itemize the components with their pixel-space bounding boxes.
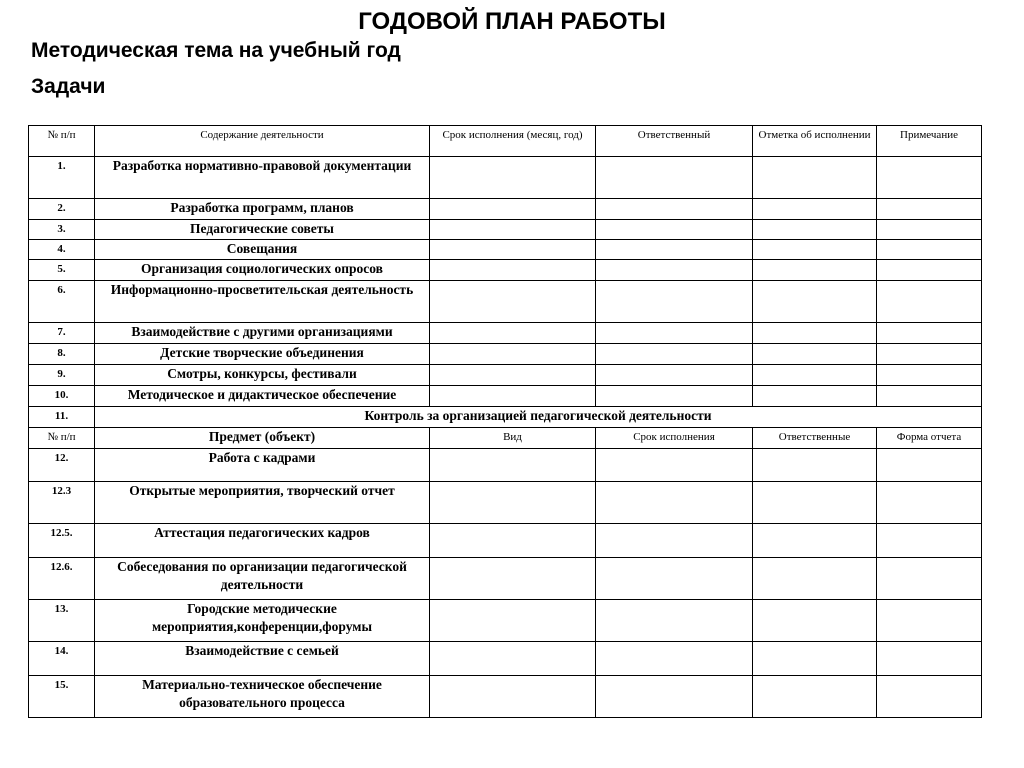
empty-cell	[430, 365, 596, 386]
table-row	[29, 558, 982, 600]
empty-cell	[596, 676, 753, 718]
empty-cell	[430, 323, 596, 344]
row-content: Материально-техническое обеспечение образовательного процесса	[95, 676, 430, 718]
empty-cell	[877, 482, 982, 524]
row-number: 12.6.	[29, 558, 95, 600]
row-number: 12.5.	[29, 524, 95, 558]
row-number: 10.	[29, 386, 95, 407]
row-number: 8.	[29, 344, 95, 365]
row-number: 12.3	[29, 482, 95, 524]
annual-plan-table	[28, 125, 982, 718]
row-number: 12.	[29, 449, 95, 482]
empty-cell	[430, 449, 596, 482]
empty-cell	[596, 558, 753, 600]
empty-cell	[430, 281, 596, 323]
row-content: Методическое и дидактическое обеспечение	[95, 386, 430, 407]
empty-cell	[753, 220, 877, 240]
column-header-number: № п/п	[29, 428, 95, 449]
empty-cell	[430, 220, 596, 240]
column-header-note: Примечание	[877, 126, 982, 157]
empty-cell	[753, 482, 877, 524]
table2-header-row	[29, 428, 982, 449]
row-content: Аттестация педагогических кадров	[95, 524, 430, 558]
empty-cell	[753, 558, 877, 600]
row-number: 3.	[29, 220, 95, 240]
row-content: Информационно-просветительская деятельность	[95, 281, 430, 323]
empty-cell	[596, 386, 753, 407]
table-row	[29, 157, 982, 199]
empty-cell	[596, 365, 753, 386]
empty-cell	[596, 260, 753, 281]
row-number: 15.	[29, 676, 95, 718]
control-row	[29, 407, 982, 428]
table1-header-row	[29, 126, 982, 157]
column-header-deadline: Срок исполнения (месяц, год)	[430, 126, 596, 157]
empty-cell	[430, 524, 596, 558]
row-number: 4.	[29, 240, 95, 260]
row-content: Педагогические советы	[95, 220, 430, 240]
empty-cell	[596, 199, 753, 220]
empty-cell	[596, 157, 753, 199]
table-row	[29, 199, 982, 220]
empty-cell	[753, 157, 877, 199]
empty-cell	[877, 449, 982, 482]
row-content: Смотры, конкурсы, фестивали	[95, 365, 430, 386]
table-row	[29, 386, 982, 407]
empty-cell	[596, 449, 753, 482]
row-number: 1.	[29, 157, 95, 199]
empty-cell	[430, 642, 596, 676]
row-content: Открытые мероприятия, творческий отчет	[95, 482, 430, 524]
empty-cell	[877, 344, 982, 365]
empty-cell	[753, 240, 877, 260]
empty-cell	[430, 260, 596, 281]
table-row	[29, 482, 982, 524]
row-number: 13.	[29, 600, 95, 642]
empty-cell	[753, 281, 877, 323]
column-header-number: № п/п	[29, 126, 95, 157]
empty-cell	[877, 323, 982, 344]
table-row	[29, 642, 982, 676]
empty-cell	[596, 642, 753, 676]
empty-cell	[596, 220, 753, 240]
empty-cell	[877, 157, 982, 199]
empty-cell	[430, 558, 596, 600]
column-header-deadline: Срок исполнения	[596, 428, 753, 449]
empty-cell	[596, 323, 753, 344]
empty-cell	[877, 365, 982, 386]
empty-cell	[877, 524, 982, 558]
empty-cell	[753, 323, 877, 344]
empty-cell	[430, 240, 596, 260]
page-title: ГОДОВОЙ ПЛАН РАБОТЫ	[358, 8, 666, 35]
tasks-heading: Задачи	[31, 75, 106, 98]
empty-cell	[596, 344, 753, 365]
empty-cell	[430, 482, 596, 524]
empty-cell	[753, 365, 877, 386]
empty-cell	[877, 281, 982, 323]
table-row	[29, 323, 982, 344]
column-header-report-form: Форма отчета	[877, 428, 982, 449]
empty-cell	[753, 449, 877, 482]
column-header-responsible: Ответственный	[596, 126, 753, 157]
row-content: Организация социологических опросов	[95, 260, 430, 281]
table-row	[29, 260, 982, 281]
empty-cell	[430, 199, 596, 220]
table-row	[29, 676, 982, 718]
empty-cell	[596, 600, 753, 642]
row-content: Работа с кадрами	[95, 449, 430, 482]
table-row	[29, 220, 982, 240]
table-row	[29, 344, 982, 365]
column-header-content: Содержание деятельности	[95, 126, 430, 157]
empty-cell	[877, 240, 982, 260]
control-row-content: Контроль за организацией педагогической деятельности	[95, 407, 982, 428]
methodical-topic-heading: Методическая тема на учебный год	[31, 39, 401, 62]
empty-cell	[753, 524, 877, 558]
row-content: Совещания	[95, 240, 430, 260]
empty-cell	[430, 157, 596, 199]
empty-cell	[753, 199, 877, 220]
empty-cell	[753, 344, 877, 365]
empty-cell	[753, 676, 877, 718]
empty-cell	[753, 642, 877, 676]
empty-cell	[430, 676, 596, 718]
empty-cell	[877, 558, 982, 600]
row-number: 2.	[29, 199, 95, 220]
empty-cell	[877, 199, 982, 220]
row-number: 5.	[29, 260, 95, 281]
row-number: 7.	[29, 323, 95, 344]
row-content: Собеседования по организации педагогической деятельности	[95, 558, 430, 600]
empty-cell	[877, 260, 982, 281]
empty-cell	[753, 600, 877, 642]
column-header-type: Вид	[430, 428, 596, 449]
empty-cell	[596, 281, 753, 323]
column-header-completion-mark: Отметка об исполнении	[753, 126, 877, 157]
table-row	[29, 240, 982, 260]
empty-cell	[877, 676, 982, 718]
table-row	[29, 449, 982, 482]
empty-cell	[877, 220, 982, 240]
empty-cell	[877, 386, 982, 407]
empty-cell	[877, 600, 982, 642]
empty-cell	[753, 386, 877, 407]
row-number: 9.	[29, 365, 95, 386]
empty-cell	[877, 642, 982, 676]
table-row	[29, 365, 982, 386]
table-row	[29, 600, 982, 642]
row-number: 11.	[29, 407, 95, 428]
table-row	[29, 524, 982, 558]
row-content: Детские творческие объединения	[95, 344, 430, 365]
empty-cell	[596, 240, 753, 260]
row-content: Городские методические мероприятия,конференции,форумы	[95, 600, 430, 642]
row-content: Разработка программ, планов	[95, 199, 430, 220]
table-row	[29, 281, 982, 323]
empty-cell	[596, 524, 753, 558]
row-number: 6.	[29, 281, 95, 323]
row-number: 14.	[29, 642, 95, 676]
column-header-responsible: Ответственные	[753, 428, 877, 449]
column-header-subject: Предмет (объект)	[95, 428, 430, 449]
row-content: Разработка нормативно-правовой документации	[95, 157, 430, 199]
empty-cell	[430, 344, 596, 365]
empty-cell	[430, 386, 596, 407]
empty-cell	[430, 600, 596, 642]
row-content: Взаимодействие с семьей	[95, 642, 430, 676]
empty-cell	[753, 260, 877, 281]
empty-cell	[596, 482, 753, 524]
row-content: Взаимодействие с другими организациями	[95, 323, 430, 344]
